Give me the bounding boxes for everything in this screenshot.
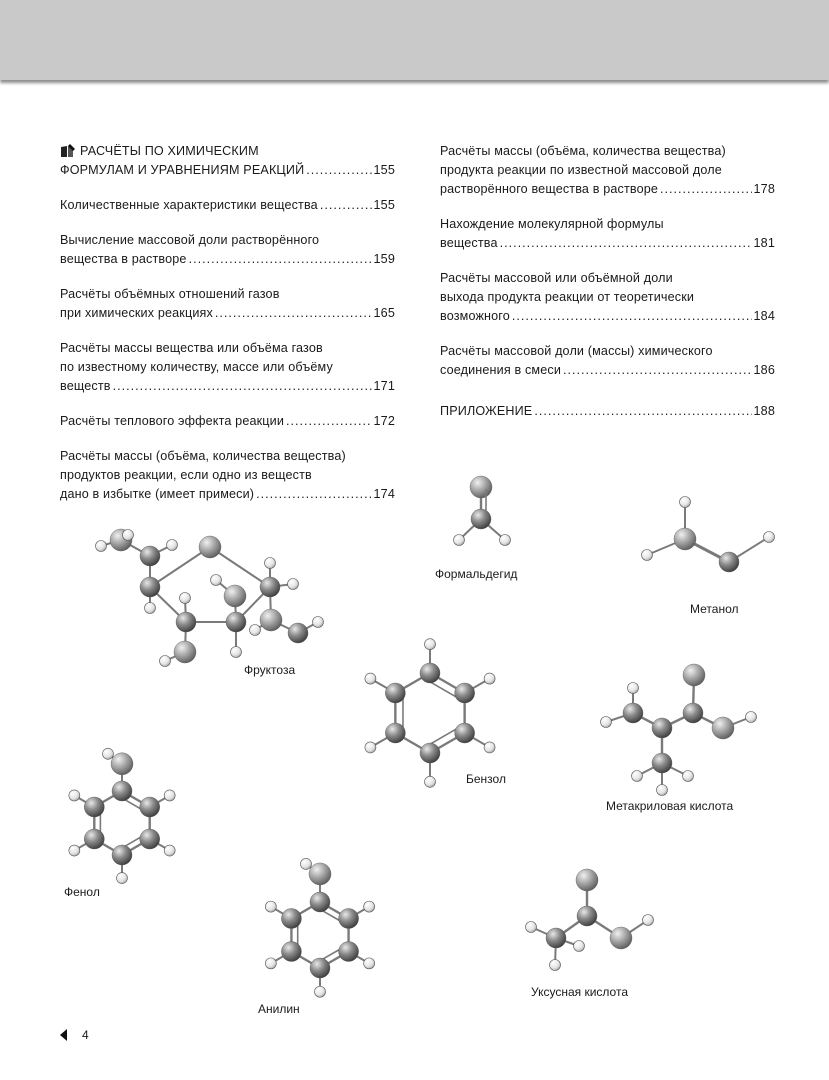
hydrogen-atom <box>365 742 376 753</box>
carbon-atom <box>683 703 703 723</box>
hydrogen-atom <box>117 873 128 884</box>
hydrogen-atom <box>601 717 612 728</box>
toc-entry-text: вещества в растворе <box>60 252 187 266</box>
hydrogen-atom <box>231 647 242 658</box>
toc-section-title: РАСЧЁТЫ ПО ХИМИЧЕСКИМ <box>80 144 259 158</box>
hydrogen-atom <box>642 550 653 561</box>
hydrogen-atom <box>484 742 495 753</box>
toc-entry-text: дано в избытке (имеет примеси) <box>60 487 255 501</box>
hydrogen-atom <box>764 532 775 543</box>
carbon-atom <box>288 623 308 643</box>
carbon-atom <box>281 942 301 962</box>
oxygen-atom <box>111 753 133 775</box>
hydrogen-atom <box>313 617 324 628</box>
oxygen-atom <box>199 536 221 558</box>
oxygen-atom <box>576 869 598 891</box>
oxygen-atom <box>712 717 734 739</box>
toc-entry-text: продукта реакции по известной массовой доле <box>440 163 722 177</box>
hydrogen-atom <box>364 958 375 969</box>
carbon-atom <box>84 797 104 817</box>
toc-entry-text: Нахождение молекулярной формулы <box>440 217 664 231</box>
hydrogen-atom <box>167 540 178 551</box>
hydrogen-atom <box>69 790 80 801</box>
toc-entry-text: Расчёты массы (объёма, количества вещества) <box>440 144 726 158</box>
carbon-atom <box>281 909 301 929</box>
hydrogen-atom <box>632 771 643 782</box>
label-formaldehyde: Формальдегид <box>435 567 518 581</box>
hydrogen-atom <box>364 901 375 912</box>
carbon-atom <box>652 753 672 773</box>
hydrogen-atom <box>211 575 222 586</box>
toc-entry-text: ФОРМУЛАМ И УРАВНЕНИЯМ РЕАКЦИЙ <box>60 163 305 177</box>
carbon-atom <box>385 723 405 743</box>
toc-entry-text: растворённого вещества в растворе <box>440 182 659 196</box>
label-phenol: Фенол <box>64 885 100 899</box>
oxygen-atom <box>674 528 696 550</box>
label-benzene: Бензол <box>466 772 506 786</box>
hydrogen-atom <box>680 497 691 508</box>
carbon-atom <box>471 509 491 529</box>
bond <box>430 729 457 745</box>
carbon-atom <box>719 552 739 572</box>
label-aniline: Анилин <box>258 1002 300 1016</box>
hydrogen-atom <box>746 712 757 723</box>
toc-entry-text: вещества <box>440 236 498 250</box>
carbon-atom <box>84 829 104 849</box>
oxygen-atom <box>470 476 492 498</box>
hydrogen-atom <box>500 535 511 546</box>
toc-page-number: 178 <box>753 182 775 196</box>
toc-entry-text: Расчёты массовой доли (массы) химического <box>440 344 713 358</box>
hydrogen-atom <box>683 771 694 782</box>
hydrogen-atom <box>301 858 312 869</box>
toc-entry-text: возможного <box>440 309 510 323</box>
carbon-atom <box>623 703 643 723</box>
toc-entry-text: веществ <box>60 379 111 393</box>
hydrogen-atom <box>574 941 585 952</box>
toc-entry-text: выхода продукта реакции от теоретически <box>440 290 695 304</box>
hydrogen-atom <box>96 541 107 552</box>
carbon-atom <box>577 906 597 926</box>
toc-page-number: 171 <box>373 379 395 393</box>
toc-page-number: 159 <box>373 252 395 266</box>
oxygen-atom <box>224 585 246 607</box>
carbon-atom <box>385 683 405 703</box>
hydrogen-atom <box>164 845 175 856</box>
hydrogen-atom <box>425 776 436 787</box>
carbon-atom <box>310 958 330 978</box>
carbon-atom <box>455 683 475 703</box>
label-acetic-acid: Уксусная кислота <box>531 985 629 999</box>
bond <box>430 682 457 698</box>
hydrogen-atom <box>425 639 436 650</box>
page-number: 4 <box>82 1028 89 1042</box>
carbon-atom <box>140 797 160 817</box>
hydrogen-atom <box>550 960 561 971</box>
hydrogen-atom <box>288 579 299 590</box>
oxygen-atom <box>260 609 282 631</box>
carbon-atom <box>310 892 330 912</box>
toc-entry-text: ПРИЛОЖЕНИЕ <box>440 404 533 418</box>
carbon-atom <box>420 663 440 683</box>
carbon-atom <box>339 942 359 962</box>
carbon-atom <box>546 928 566 948</box>
toc-entry-text: по известному количеству, массе или объёму <box>60 360 333 374</box>
toc-page-number: 172 <box>373 414 395 428</box>
hydrogen-atom <box>265 558 276 569</box>
carbon-atom <box>420 743 440 763</box>
carbon-atom <box>140 577 160 597</box>
toc-entry-text: Расчёты массовой или объёмной доли <box>440 271 673 285</box>
toc-page-number: 174 <box>373 487 395 501</box>
hydrogen-atom <box>265 958 276 969</box>
hydrogen-atom <box>265 901 276 912</box>
carbon-atom <box>176 612 196 632</box>
toc-entry-text: соединения в смеси <box>440 363 561 377</box>
hydrogen-atom <box>250 625 261 636</box>
hydrogen-atom <box>160 656 171 667</box>
label-methanol: Метанол <box>690 602 739 616</box>
toc-entry-text: продуктов реакции, если одно из веществ <box>60 468 312 482</box>
hydrogen-atom <box>365 673 376 684</box>
hydrogen-atom <box>123 530 134 541</box>
carbon-atom <box>339 909 359 929</box>
toc-page-number: 181 <box>753 236 775 250</box>
toc-entry-text: Расчёты массы вещества или объёма газов <box>60 341 323 355</box>
hydrogen-atom <box>69 845 80 856</box>
toc-entry-text: Количественные характеристики вещества <box>60 198 318 212</box>
carbon-atom <box>652 718 672 738</box>
oxygen-atom <box>309 863 331 885</box>
hydrogen-atom <box>526 922 537 933</box>
page-back-arrow-icon <box>60 1029 67 1041</box>
hydrogen-atom <box>164 790 175 801</box>
toc-entry-text: Вычисление массовой доли растворённого <box>60 233 320 247</box>
toc-entry-text: при химических реакциях <box>60 306 213 320</box>
toc-page-number: 165 <box>373 306 395 320</box>
label-fructose: Фруктоза <box>244 663 296 677</box>
hydrogen-atom <box>454 535 465 546</box>
oxygen-atom <box>610 927 632 949</box>
toc-page-number: 155 <box>373 163 395 177</box>
carbon-atom <box>140 829 160 849</box>
hydrogen-atom <box>103 748 114 759</box>
toc-entry-text: Расчёты массы (объёма, количества вещества) <box>60 449 346 463</box>
carbon-atom <box>260 577 280 597</box>
hydrogen-atom <box>643 915 654 926</box>
toc-page-number: 155 <box>373 198 395 212</box>
hydrogen-atom <box>315 986 326 997</box>
hydrogen-atom <box>145 603 156 614</box>
hydrogen-atom <box>484 673 495 684</box>
toc-entry-text: Расчёты теплового эффекта реакции <box>60 414 285 428</box>
carbon-atom <box>112 781 132 801</box>
carbon-atom <box>140 546 160 566</box>
hydrogen-atom <box>628 683 639 694</box>
hydrogen-atom <box>180 593 191 604</box>
toc-page-number: 186 <box>753 363 775 377</box>
toc-page-number: 184 <box>753 309 775 323</box>
toc-page-number: 188 <box>753 404 775 418</box>
carbon-atom <box>112 845 132 865</box>
oxygen-atom <box>683 664 705 686</box>
label-methacrylic-acid: Метакриловая кислота <box>606 799 734 813</box>
carbon-atom <box>226 612 246 632</box>
carbon-atom <box>455 723 475 743</box>
toc-entry-text: Расчёты объёмных отношений газов <box>60 287 280 301</box>
hydrogen-atom <box>657 785 668 796</box>
oxygen-atom <box>174 641 196 663</box>
